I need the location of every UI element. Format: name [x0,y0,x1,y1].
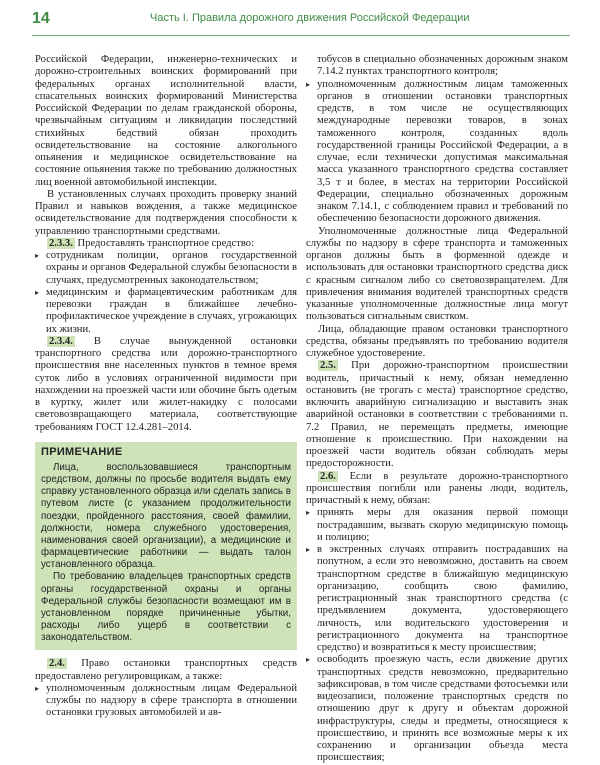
list-item [35,287,297,336]
section-number: 2.4. [49,658,65,670]
list-item-text: в экстренных случаях отправить пострадавших на попутном, а если это невозможно, доставить на своем транспортном средстве в ближайшую медицинскую организацию, сообщить свою фамилию, регистрационный знак транспортного средства (с предъявлением документа, удостоверяющего личность, или водительского удостоверения и регистрационного документа на транспортное средство) и возвратиться к месту происшествия; [317,544,568,653]
bullet-icon: ▸ [35,287,40,297]
list-item-text: медицинским и фармацевтическим работникам для перевозки граждан в ближайшее лечебно-профилактическое учреждение в случаях, угрожающих их жизни. [46,286,297,335]
note-title: ПРИМЕЧАНИЕ [41,445,123,458]
bullet-icon: ▸ [306,545,311,554]
bullet-icon: ▸ [306,79,311,89]
section-number: 2.6. [320,470,336,482]
paragraph: В установленных случаях проходить проверку знаний Правил и навыков вождения, а также медицинское освидетельствование для подтверждения способности к управлению транспортными средствами. [35,188,297,237]
section-number: 2.3.4. [49,335,73,347]
section-2-6 [306,471,568,508]
bullet-icon: ▸ [35,683,40,693]
bullet-icon: ▸ [306,655,311,665]
list-item [35,250,297,287]
section-text: При дорожно-транспортном происшествии водитель, причастный к нему, обязан немедленно остановить (не трогать с места) транспортное средство, включить аварийную сигнализацию и выставить знак аварийной остановки в соответствии с требованиями п. 7.2 Правил, не перемещать предметы, имеющие отношение к происшествию. При нахождении на проезжей части водитель обязан соблюдать меры предосторожности. [306,360,568,470]
page-number: 14 [32,10,50,27]
running-title: Часть I. Правила дорожного движения Российской Федерации [150,12,470,24]
page-header [0,0,600,50]
note-paragraph: По требованию владельцев транспортных средств органы государственной охраны и органы Федеральной службы безопасности возмещают им в установленном порядке причиненные убытки, расходы либо ущерб в соответствии с законодательством. [41,571,291,644]
list-item [306,544,568,654]
left-column [35,54,297,720]
list-item [306,654,568,764]
right-column [306,54,568,765]
bullet-icon: ▸ [306,508,311,518]
section-2-4 [35,658,297,683]
list-item-text: сотрудникам полиции, органов государственной охраны и органов Федеральной службы безопасности в случаях, предусмотренных законодательством; [46,250,297,286]
list-item [35,683,297,720]
section-text: В случае вынужденной остановки транспортного средства или дорожно-транспортного происшествия вне населенных пунктов в темное время суток либо в условиях ограниченной видимости при нахождении на проезжей части или обочине быть одетым в куртку, жилет или жилет-накидку с полосами световозвращающего материала, соответствующие требованиям ГОСТ 12.4.281–2014. [35,335,297,433]
list-item [306,79,568,226]
list-item-text: уполномоченным должностным лицам Федеральной службы по надзору в сфере транспорта в отношении остановки грузовых автомобилей и ав- [46,682,297,719]
note-paragraph: Лица, воспользовавшиеся транспортным средством, должны по просьбе водителя выдать ему справку установленного образца или сделать запись в путевом листе (с указанием продолжительности поездки, пройденного расстояния, своей фамилии, должности, номера служебного удостоверения, наименования своей организации), а медицинские и фармацевтические работники — выдать талон установленного образца. [41,462,291,571]
paragraph: Уполномоченные должностные лица Федеральной службы по надзору в сфере транспорта и таможенных органов должны быть в форменной одежде и использовать для остановки транспортного средства диск с красным сигналом либо со световозвращателем. Для привлечения внимания водителей транспортных средств указанные уполномоченные должностные лица могут пользоваться сигнальным свистком. [306,225,568,323]
note-box [35,442,297,651]
section-text: Предоставлять транспортное средство: [74,237,255,249]
section-text: Если в результате дорожно-транспортного происшествия погибли или ранены люди, водитель, причастный к нему, обязан: [306,470,568,506]
section-2-5 [306,360,568,470]
paragraph: Лица, обладающие правом остановки транспортного средства, обязаны предъявлять по требованию водителя служебное удостоверение. [306,323,568,359]
list-item-text: освободить проезжую часть, если движение других транспортных средств невозможно, предварительно зафиксировав, в том числе средствами фотосъемки или видеозаписи, положение транспортных средств по отношению друг к другу и объектам дорожной инфраструктуры, следы и предметы, относящиеся к происшествию, и принять все возможные меры к их сохранению и организации объезда места происшествия; [317,654,568,764]
list-item-text: принять меры для оказания первой помощи пострадавшим, вызвать скорую медицинскую помощь и полицию; [317,507,568,543]
list-item-continuation: тобусов в специально обозначенных дорожным знаком 7.14.2 пунктах транспортного контроля; [317,54,568,78]
section-number: 2.3.3. [49,237,73,249]
bullet-icon: ▸ [35,251,40,260]
section-2-3-3 [35,238,297,250]
paragraph: Российской Федерации, инженерно-технических и дорожно-строительных воинских формирований при федеральных органах исполнительной власти, спасательных воинских формирований Министерства Российской Федерации по делам гражданской обороны, чрезвычайным ситуациям и ликвидации последствий стихийных бедствий обязан проходить освидетельствование на состояние алкогольного опьянения и медицинское освидетельствование на состояние опьянения также по требованию должностных лиц военной автомобильной инспекции. [35,54,297,188]
note-body [41,462,291,644]
list-item-text: уполномоченным должностным лицам таможенных органов в отношении остановки транспортных средств, в том числе не осуществляющих международные перевозки товаров, в зонах таможенного контроля, созданных вдоль государственной границы Российской Федерации, а в случае, если технически допустимая максимальная масса указанного транспортного средства составляет 3,5 т и более, в местах на территории Российской Федерации, специально обозначенных дорожным знаком 7.14.1, с соблюдением правил и требований по обеспечению безопасности дорожного движения. [317,78,568,225]
section-text: Право остановки транспортных средств предоставлено регулировщикам, а также: [35,658,297,682]
header-rule [32,35,570,36]
list-item [306,507,568,544]
section-2-3-4 [35,336,297,434]
section-number: 2.5. [320,360,336,372]
